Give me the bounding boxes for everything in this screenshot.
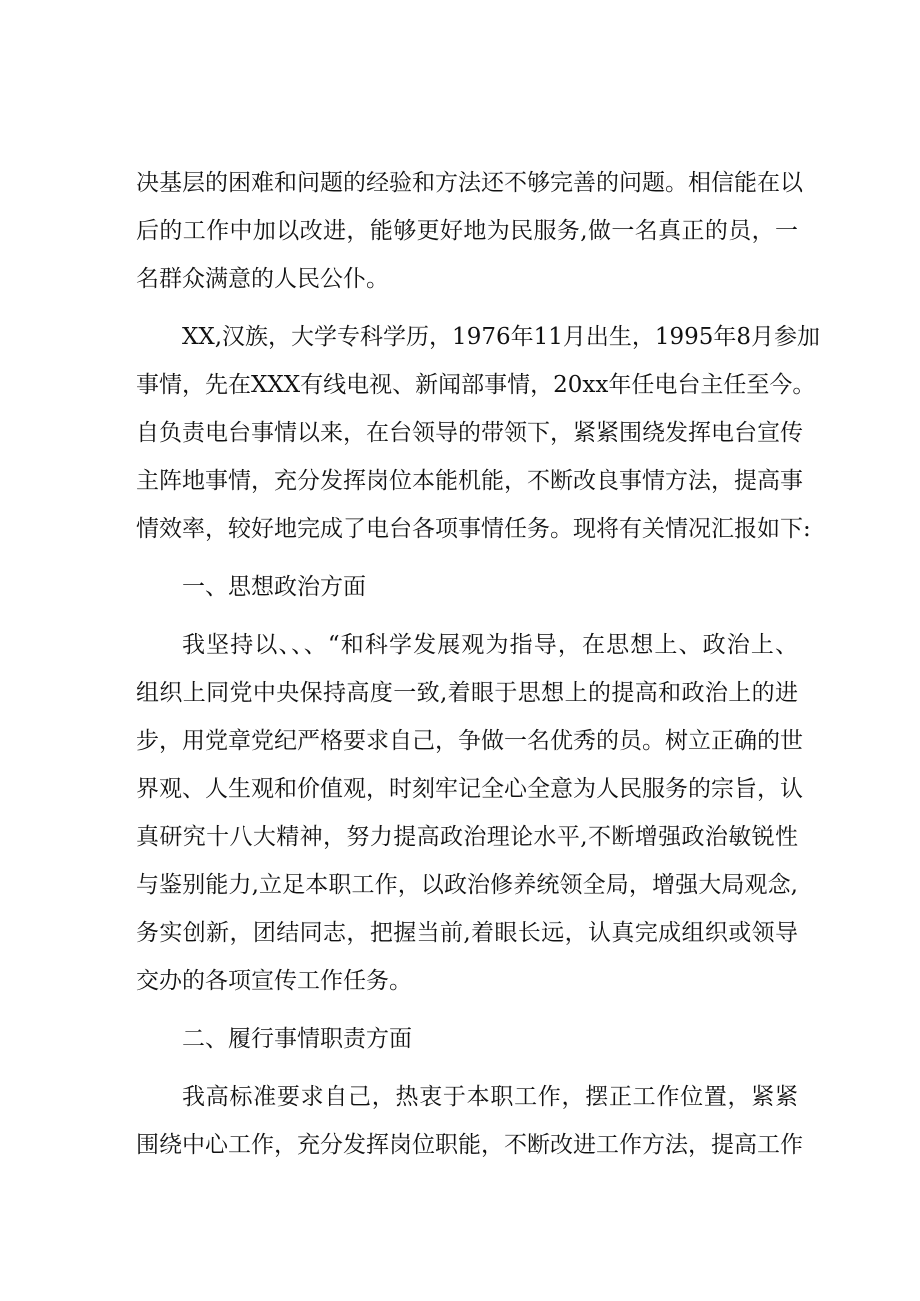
paragraph-gap — [136, 553, 798, 563]
paragraph — [136, 1015, 798, 1063]
paragraph-gap — [136, 1063, 798, 1073]
text-line: XX,汉族，大学专科学历，1976年11月出生，1995年8月参加 — [182, 324, 821, 350]
paragraph — [136, 159, 803, 303]
document-body — [136, 159, 821, 1169]
text-line: 决基层的困难和问题的经验和方法还不够完善的问题。相信能在以 — [136, 170, 803, 196]
text-line: 名群众满意的人民公仆。 — [136, 266, 389, 292]
text-line: 自负责电台事情以来，在台领导的带领下，紧紧围绕发挥电台宣传 — [136, 420, 803, 446]
paragraph-gap — [136, 1005, 798, 1015]
text-line: 围绕中心工作，充分发挥岗位职能，不断改进工作方法，提高工作 — [136, 1132, 803, 1158]
text-line: 主阵地事情，充分发挥岗位本能机能，不断改良事情方法，提高事 — [136, 468, 803, 494]
text-line: 后的工作中加以改进，能够更好地为民服务,做一名真正的员，一 — [136, 218, 798, 244]
paragraph — [136, 313, 821, 553]
text-line: 我坚持以、、、“和科学发展观为指导，在思想上、政治上、 — [182, 632, 798, 658]
text-line: 步，用党章党纪严格要求自己，争做一名优秀的员。树立正确的世 — [136, 728, 803, 754]
text-line: 组织上同党中央保持高度一致,着眼于思想上的提高和政治上的进 — [136, 680, 798, 706]
text-line: 与鉴别能力,立足本职工作，以政治修养统领全局，增强大局观念, — [136, 872, 798, 898]
paragraph — [136, 1073, 803, 1169]
text-line: 真研究十八大精神，努力提高政治理论水平,不断增强政治敏锐性 — [136, 824, 798, 850]
text-line: 事情，先在XXX有线电视、新闻部事情，20xx年任电台主任至今。 — [136, 372, 816, 398]
paragraph-gap — [136, 611, 798, 621]
paragraph — [136, 621, 803, 1005]
text-line: 一、思想政治方面 — [182, 574, 366, 600]
text-line: 我高标准要求自己，热衷于本职工作，摆正工作位置，紧紧 — [182, 1084, 798, 1110]
paragraph — [136, 563, 798, 611]
text-line: 交办的各项宣传工作任务。 — [136, 968, 412, 994]
paragraph-gap — [136, 303, 798, 313]
text-line: 界观、人生观和价值观，时刻牢记全心全意为人民服务的宗旨，认 — [136, 776, 803, 802]
text-line: 情效率，较好地完成了电台各项事情任务。现将有关情况汇报如下: — [136, 516, 811, 542]
text-line: 二、履行事情职责方面 — [182, 1026, 412, 1052]
text-line: 务实创新，团结同志，把握当前,着眼长远，认真完成组织或领导 — [136, 920, 798, 946]
